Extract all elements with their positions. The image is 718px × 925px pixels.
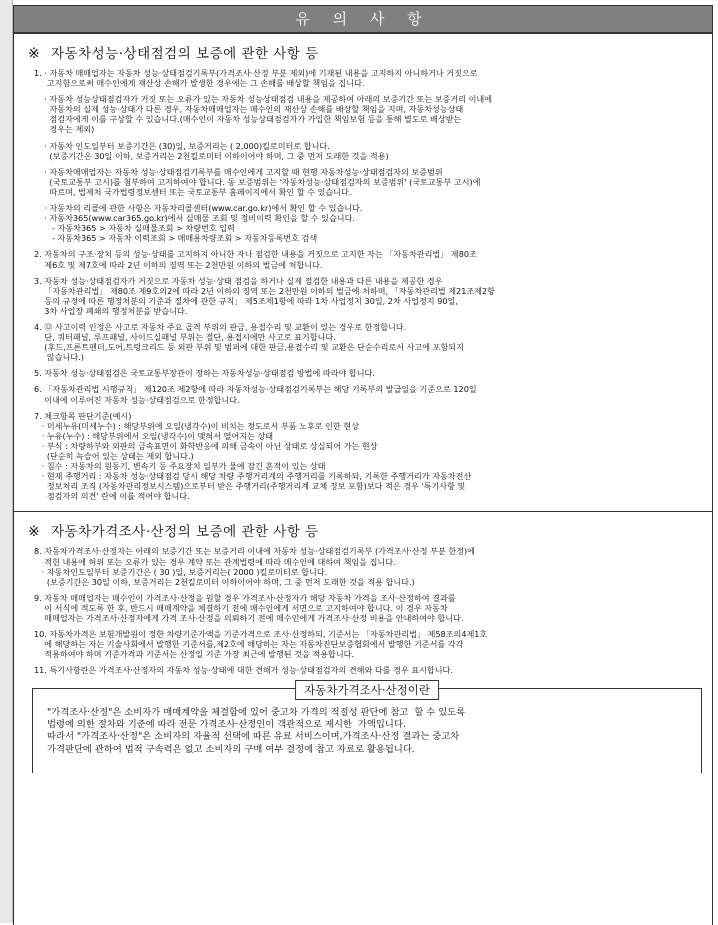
section-divider <box>14 511 712 512</box>
notice-line: - 자동차365 > 자동차 이력조회 > 매매용차량조회 > 자동차등록번호 검색 <box>34 233 318 244</box>
notice-line: 6. 「자동차관리법 시행규칙」 제120조 제2항에 따라 자동차성능·상태점검기록부는 해당 기록부의 발급일을 기준으로 120일 <box>34 384 477 395</box>
notice-line: 「자동차관리법」 제80조 제9호의2에 따라 2년 이하의 징역 또는 2천만원 이하의 벌금에 처하며, 「자동차관리법 제21조제2항 <box>34 285 495 296</box>
notice-line: · 자동차의 리콜에 관한 사항은 자동차리콜센터(www.car.go.kr)에서 확인 할 수 있습니다. <box>34 203 363 214</box>
section1-title: 자동차성능·상태점검의 보증에 관한 사항 등 <box>51 46 319 62</box>
notice-item <box>34 276 702 316</box>
notice-item <box>34 629 702 659</box>
notice-line: 11. 특기사항란은 가격조사·산정자의 자동차 성능·상태에 대한 견해가 성능·상태점검자의 견해와 다를 경우 표시합니다. <box>34 665 453 676</box>
notice-line: · 자동차 성능상태점검자가 거짓 또는 오류가 있는 자동차 성능상태점검 내용을 제공하여 아래의 보증기간 또는 보증거리 이내에 <box>34 94 493 105</box>
notice-line: 단, 쿼터패널, 루프패널, 사이드실패널 부위는 절단, 용접시에만 사고로 표기합니다. <box>34 332 336 343</box>
notice-item <box>34 368 702 378</box>
notice-line: (후드,프론트펜더,도어,트렁크리드 등 외판 부위 및 범퍼에 대한 판금,용접수리 및 교환은 단순수리로서 사고에 포함되지 <box>34 342 464 353</box>
notice-line: 1. · 자동차 매매업자는 자동차 성능·상태점검기록부(가격조사·산정 부분 제외)에 기재된 내용을 고지하지 아니하거나 거짓으로 <box>34 68 478 78</box>
notice-box-line: "가격조사·산정"은 소비자가 매매계약을 체결함에 있어 중고차 가격의 적절성 판단에 참고 할 수 있도록 <box>47 706 466 718</box>
notice-line: 4. ⑫ 사고이력 인정은 사고로 자동차 주요 골격 부위의 판금, 용접수리 및 교환이 있는 경우로 한정합니다. <box>34 321 407 332</box>
notice-line: 10. 자동차가격은 보험개발원이 정한 차량기준가액을 기준가격으로 조사·산정하되, 기준서는 「자동차관리법」 제58조의4제1호 <box>34 629 488 640</box>
notice-line: 점검자에게 이를 구상할 수 있습니다.(매수인이 자동차 성능상태점검자가 가입한 책임보험 등을 통해 별도로 배상받는 <box>34 114 462 125</box>
notice-line: 이 서식에 적도록 한 후, 반드시 매매계약을 체결하기 전에 매수인에게 서면으로 고지하여야 합니다. 이 경우 자동차 <box>34 602 448 613</box>
notice-line: 3. 자동차 성능·상태점검자가 거짓으로 자동차 성능·상태 점검을 하거나 실제 점검한 내용과 다른 내용을 제공한 경우 <box>34 275 443 286</box>
notice-line: 점검자의 의견' 란에 이를 적어야 합니다. <box>34 491 190 502</box>
section2-title: 자동차가격조사·산정의 보증에 관한 사항 등 <box>51 524 319 541</box>
notice-line: · 자동차인도일부터 보증기간은 ( 30 )일, 보증거리는( 2000 )킬로미터로 합니다. <box>34 566 328 577</box>
notice-line: 5. 자동차 성능·상태점검은 국토교통부장관이 정하는 자동차성능·상태점검 방법에 따라야 합니다. <box>34 368 375 379</box>
notice-page <box>13 5 713 925</box>
notice-line: · 자동차 인도일부터 보증기간은 (30)일, 보증거리는 ( 2,000)킬로미터로 합니다. <box>34 140 330 151</box>
notice-box <box>32 682 702 773</box>
notice-item <box>34 546 702 586</box>
notice-box-line: 따라서 "가격조사·산정"은 소비자의 자율적 선택에 따른 유료 서비스이며,가격조사·산정 결과는 중고차 <box>47 731 460 743</box>
notice-line: · 침수 : 자동차의 원동기, 변속기 등 주요장치 일부가 물에 잠긴 흔적이 있는 상태 <box>34 461 326 472</box>
section2-heading <box>28 520 712 540</box>
notice-line: - 자동차365 > 자동차 실매물조회 > 차량번호 입력 <box>34 223 235 234</box>
notice-line: 2. 자동차의 구조·장치 등의 성능·상태를 고지하지 아니한 자나 점검한 내용을 거짓으로 고지한 자는 「자동차관리법」 제80조 <box>34 249 477 260</box>
notice-item <box>34 203 702 243</box>
notice-item <box>34 167 702 197</box>
notice-item <box>34 665 702 675</box>
notice-line: 8. 자동차가격조사·산정자는 아래의 보증기간 또는 보증거리 이내에 자동차 성능·상태점검기록부 (가격조사·산정 부분 한정)에 <box>34 546 475 557</box>
notice-item <box>34 68 702 88</box>
notice-line: 3차 사업장 폐쇄의 행정처분을 받습니다. <box>34 305 188 316</box>
notice-line: · 부식 : 차량하부와 외판의 금속표면이 화학반응에 의해 금속이 아닌 상태로 상실되어 가는 현상 <box>34 440 378 451</box>
notice-line: 자동차의 실제 성능·상태가 다른 경우, 자동차매매업자는 매수인의 재산상 손해를 배상할 책임을 지며, 자동차성능상태 <box>34 104 464 115</box>
notice-line: (단순히 녹슬어 있는 상태는 제외 합니다.) <box>34 451 194 461</box>
reference-mark-icon: ※ <box>28 524 41 541</box>
notice-line: · 자동차매매업자는 자동차 성능·상태점검기록부를 매수인에게 고지할 때 현행 자동차성능·상태점검자의 보증범위 <box>34 166 443 177</box>
notice-line: (보증기간은 30일 이하, 보증거리는 2천킬로미터 이하이어야 하며, 그 중 먼저 도래한 것을 적용) <box>34 150 389 161</box>
notice-line: 이내에 이루어진 자동차 성능·상태점검으로 한정합니다. <box>34 394 240 405</box>
notice-item <box>34 141 702 161</box>
notice-line: · 현재 주행거리 : 자동차 성능·상태점검 당시 해당 차량 주행거리계의 주행거리를 기록하되, 기록한 주행거리가 자동차전산 <box>34 471 472 482</box>
notice-line: 에 해당하는 자는 기술사회에서 발행한 기준서를,제2호에 해당하는 자는 자동차진단보증협회에서 발행한 기준서를 각각 <box>34 639 464 650</box>
notice-line: 등의 규정에 따른 행정처분의 기준과 절차에 관한 규칙」 제5조제1항에 따라 1차 사업정지 30일, 2차 사업정지 90일, <box>34 295 458 306</box>
notice-line: 7. 체크항목 판단기준(예시) <box>34 410 132 421</box>
notice-item <box>34 94 702 134</box>
notice-line: (국토교통부 고시)를 첨부하여 고지하여야 합니다. 동 보증범위는 '자동차성능·상태점검자의 보증범위' (국토교통부 고시)에 <box>34 176 481 187</box>
notice-item <box>34 411 702 502</box>
notice-line: · 자동차365(www.car365.go.kr)에서 실매물 조회 및 정비이력 확인을 할 수 있습니다. <box>34 213 355 224</box>
notice-line: 정보처리 조직 (자동차관리정보시스템)으로부터 받은 주행거리(주행거리계 교체 정보 포함)보다 적은 경우 '특기사항 및 <box>34 481 466 492</box>
notice-line: 않습니다.) <box>34 352 84 363</box>
notice-item <box>34 249 702 269</box>
notice-box-line: 가격판단에 관하여 법적 구속력은 없고 소비자의 구매 여부 결정에 참고 자료로 활용됩니다. <box>47 743 415 755</box>
notice-box-body <box>32 688 702 773</box>
notice-item <box>34 593 702 623</box>
notice-line: (보증기간은 30일 이하, 보증거리는 2천킬로미터 이하이어야 하며, 그 중 먼저 도래한 것을 적용 합니다.) <box>34 576 415 587</box>
notice-line: · 누유(누수) : 해당부위에서 오일(냉각수)이 맺혀서 떨어지는 상태 <box>34 430 274 441</box>
notice-line: 적힌 내용에 허위 또는 오류가 있는 경우 계약 또는 관계법령에 따라 매수인에 대하여 책임을 집니다. <box>34 556 396 567</box>
notice-item <box>34 322 702 362</box>
left-margin-bar <box>0 0 13 923</box>
reference-mark-icon: ※ <box>28 46 41 62</box>
notice-box-title: 자동차가격조사·산정이란 <box>295 680 439 700</box>
notice-line: 경우는 제외) <box>34 124 95 135</box>
page-title: 유 의 사 항 <box>14 6 712 34</box>
notice-line: 매매업자는 가격조사·산정자에게 가격 조사·산정을 의뢰하기 전에 매수인에게 가격조사·산정 비용을 안내하여야 합니다. <box>34 613 464 624</box>
section2-body <box>14 546 712 675</box>
notice-line: 고지함으로써 매수인에게 재산상 손해가 발생한 경우에는 그 손해를 배상할 책임을 집니다. <box>34 78 365 89</box>
notice-line: 9. 자동차 매매업자는 매수인이 가격조사·산정을 원할 경우 가격조사·산정자가 해당 자동차 가격을 조사·산정하여 결과를 <box>34 592 456 603</box>
notice-line: 따르며, 법제처 국가법령정보센터 또는 국토교통부 홈페이지에서 확인 할 수 있습니다. <box>34 186 352 197</box>
notice-line: 제6호 및 제7호에 따라 2년 이하의 징역 또는 2천만원 이하의 벌금에 처합니다. <box>34 259 323 270</box>
section1-heading <box>28 42 712 62</box>
notice-box-line: 법령에 의한 절차와 기준에 따라 전문 가격조사·산정인이 객관적으로 제시한 가액입니다. <box>47 718 406 730</box>
notice-line: 적용하여야 하며 기준가격과 기준서는 산정일 기준 가장 최근에 발행된 것을 적용합니다. <box>34 649 355 660</box>
notice-line: · 미세누유(미세누수) : 해당부위에 오일(냉각수)이 비치는 정도로서 부품 노후로 인한 현상 <box>34 420 360 431</box>
notice-item <box>34 384 702 404</box>
section1-body <box>14 68 712 501</box>
